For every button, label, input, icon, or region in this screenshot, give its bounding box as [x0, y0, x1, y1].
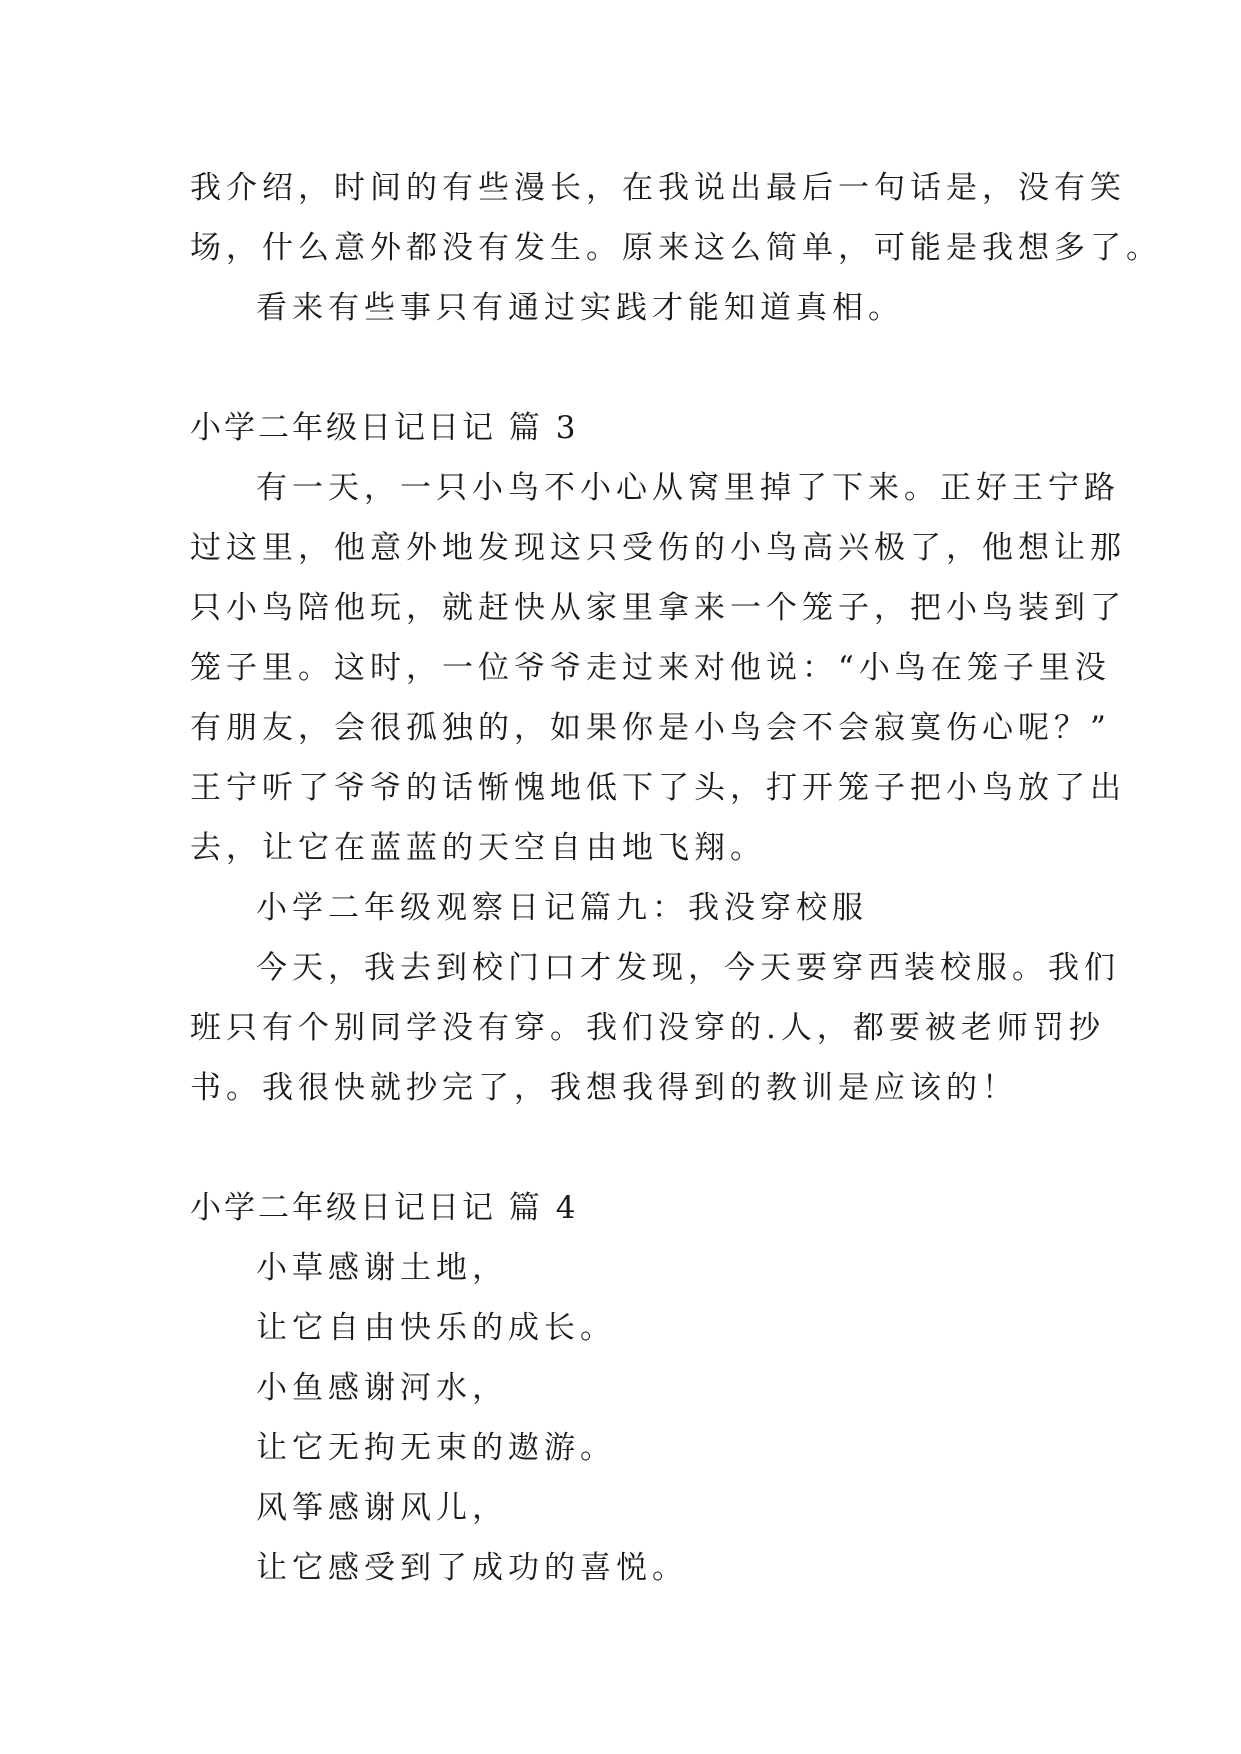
- subheading-line: 小学二年级观察日记篇九：我没穿校服: [256, 890, 868, 926]
- paragraph-line: 书。我很快就抄完了，我想我得到的教训是应该的！: [190, 1070, 1018, 1106]
- poem-line: 让它感受到了成功的喜悦。: [256, 1550, 688, 1586]
- poem-line: 让它自由快乐的成长。: [256, 1310, 616, 1346]
- paragraph-line: 今天，我去到校门口才发现，今天要穿西装校服。我们: [256, 950, 1120, 986]
- poem-line: 让它无拘无束的遨游。: [256, 1430, 616, 1466]
- paragraph-line: 去，让它在蓝蓝的天空自由地飞翔。: [190, 830, 766, 866]
- paragraph-line: 王宁听了爷爷的话惭愧地低下了头，打开笼子把小鸟放了出: [190, 770, 1126, 806]
- paragraph-line: 看来有些事只有通过实践才能知道真相。: [256, 290, 904, 326]
- paragraph-line: 场，什么意外都没有发生。原来这么简单，可能是我想多了。: [190, 230, 1162, 266]
- paragraph-line: 笼子里。这时，一位爷爷走过来对他说：“小鸟在笼子里没: [190, 650, 1111, 686]
- paragraph-line: 我介绍，时间的有些漫长，在我说出最后一句话是，没有笑: [190, 170, 1126, 206]
- section-heading: 小学二年级日记日记 篇 4: [190, 1190, 579, 1226]
- poem-line: 风筝感谢风儿，: [256, 1490, 508, 1526]
- section-heading: 小学二年级日记日记 篇 3: [190, 410, 579, 446]
- poem-line: 小草感谢土地，: [256, 1250, 508, 1286]
- paragraph-line: 有一天，一只小鸟不小心从窝里掉了下来。正好王宁路: [256, 470, 1120, 506]
- paragraph-line: 班只有个别同学没有穿。我们没穿的.人，都要被老师罚抄: [190, 1010, 1105, 1046]
- paragraph-line: 只小鸟陪他玩，就赶快从家里拿来一个笼子，把小鸟装到了: [190, 590, 1126, 626]
- poem-line: 小鱼感谢河水，: [256, 1370, 508, 1406]
- paragraph-line: 过这里，他意外地发现这只受伤的小鸟高兴极了，他想让那: [190, 530, 1126, 566]
- paragraph-line: 有朋友，会很孤独的，如果你是小鸟会不会寂寞伤心呢？”: [190, 710, 1111, 746]
